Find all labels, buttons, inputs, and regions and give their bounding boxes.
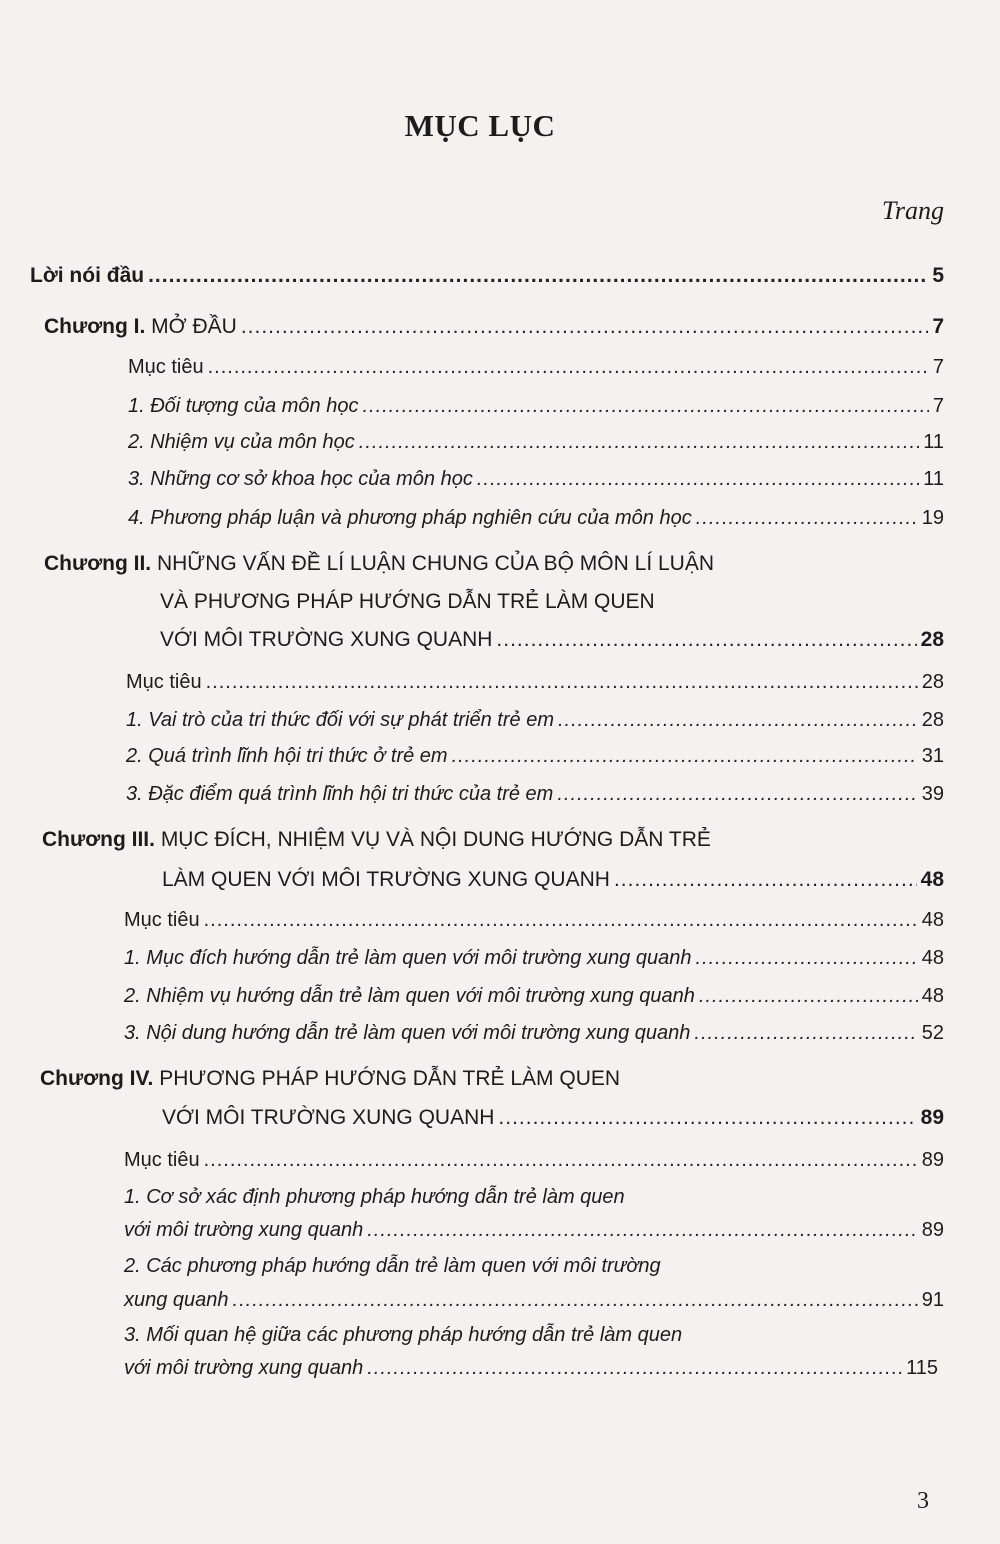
dot-leader	[367, 1354, 902, 1382]
dot-leader	[208, 353, 929, 381]
page-title: MỤC LỤC	[404, 108, 556, 143]
toc-entry-text: với môi trường xung quanh	[124, 1219, 364, 1241]
toc-entry-text: 2. Quá trình lĩnh hội tri thức ở trẻ em	[126, 745, 448, 767]
toc-entry[interactable]	[128, 392, 944, 420]
toc-entry-text: với môi trường xung quanh	[124, 1357, 364, 1379]
chapter-label: Chương IV.	[40, 1067, 154, 1090]
toc-entry-page: 11	[923, 431, 944, 453]
toc-entry-page: 7	[932, 356, 944, 378]
toc-entry[interactable]	[124, 1146, 944, 1174]
toc-entry-page: 48	[921, 947, 944, 969]
chapter-title-line: VỚI MÔI TRƯỜNG XUNG QUANH	[160, 628, 493, 651]
toc-entry[interactable]	[124, 944, 944, 972]
toc-entry-page: 28	[921, 671, 944, 693]
dot-leader	[233, 1286, 918, 1314]
chapter-label: Chương II.	[44, 552, 152, 575]
dot-leader	[148, 262, 928, 290]
toc-chapter-3[interactable]	[42, 826, 711, 854]
toc-entry-text: 1. Mục đích hướng dẫn trẻ làm quen với môi trường xung quanh	[124, 947, 692, 969]
toc-entry[interactable]	[126, 742, 944, 770]
toc-entry-page: 52	[921, 1022, 944, 1044]
toc-entry-text: Mục tiêu	[124, 909, 200, 931]
dot-leader	[695, 944, 917, 972]
toc-entry[interactable]	[128, 465, 944, 493]
toc-entry[interactable]	[124, 1216, 944, 1244]
dot-leader	[694, 1019, 917, 1047]
dot-leader	[699, 982, 918, 1010]
dot-leader	[614, 866, 917, 894]
toc-entry-page: 115	[906, 1357, 938, 1379]
toc-entry[interactable]	[126, 706, 944, 734]
toc-entry-page: 48	[921, 985, 944, 1007]
toc-entry-text: 4. Phương pháp luận và phương pháp nghiên cứu của môn học	[128, 507, 692, 529]
dot-leader	[206, 668, 918, 696]
toc-entry[interactable]	[128, 353, 944, 381]
dot-leader	[367, 1216, 918, 1244]
chapter-label: Chương III.	[42, 828, 155, 851]
toc-chapter-1[interactable]	[44, 313, 944, 341]
dot-leader	[241, 313, 929, 341]
toc-entry-preface[interactable]	[30, 262, 944, 290]
toc-entry-text: 3. Đặc điểm quá trình lĩnh hội tri thức của trẻ em	[126, 783, 554, 805]
toc-entry[interactable]	[124, 982, 944, 1010]
chapter-title-line: VỚI MÔI TRƯỜNG XUNG QUANH	[162, 1106, 495, 1129]
toc-entry-text-line: 3. Mối quan hệ giữa các phương pháp hướng dẫn trẻ làm quen	[124, 1324, 683, 1346]
page-column-label: Trang	[881, 196, 944, 225]
toc-entry-page: 28	[920, 628, 944, 651]
chapter-title: MỤC ĐÍCH, NHIỆM VỤ VÀ NỘI DUNG HƯỚNG DẪN TRẺ	[160, 828, 711, 851]
dot-leader	[558, 706, 918, 734]
dot-leader	[496, 626, 916, 654]
chapter-label: Chương I.	[44, 315, 146, 338]
dot-leader	[452, 742, 918, 770]
dot-leader	[362, 392, 928, 420]
toc-entry-text: Lời nói đầu	[30, 264, 145, 287]
toc-entry-text: 1. Vai trò của tri thức đối với sự phát triển trẻ em	[126, 709, 554, 731]
toc-entry-text: xung quanh	[124, 1289, 229, 1311]
toc-chapter-2[interactable]	[44, 550, 714, 578]
toc-entry-text-line: 2. Các phương pháp hướng dẫn trẻ làm quen với môi trường	[124, 1255, 661, 1277]
dot-leader	[696, 504, 918, 532]
toc-entry[interactable]	[126, 668, 944, 696]
chapter-title: PHƯƠNG PHÁP HƯỚNG DẪN TRẺ LÀM QUEN	[159, 1067, 621, 1090]
dot-leader	[204, 906, 918, 934]
chapter-title: NHỮNG VẤN ĐỀ LÍ LUẬN CHUNG CỦA BỘ MÔN LÍ LUẬN	[156, 552, 715, 575]
toc-entry-page: 5	[932, 264, 944, 287]
chapter-title: MỞ ĐẦU	[151, 315, 237, 338]
toc-entry-page: 28	[921, 709, 944, 731]
toc-entry-page: 11	[923, 468, 944, 490]
toc-entry[interactable]	[160, 626, 944, 654]
toc-entry-page: 31	[921, 745, 944, 767]
toc-entry-page: 91	[921, 1289, 944, 1311]
dot-leader	[498, 1104, 916, 1132]
toc-entry-text: Mục tiêu	[128, 356, 204, 378]
toc-entry-page: 19	[921, 507, 944, 529]
toc-entry[interactable]	[124, 1286, 944, 1314]
toc-entry[interactable]	[162, 866, 944, 894]
toc-entry-text-line: 1. Cơ sở xác định phương pháp hướng dẫn trẻ làm quen	[124, 1186, 625, 1208]
toc-entry-page: 7	[932, 315, 944, 338]
toc-entry-text: 2. Nhiệm vụ của môn học	[128, 431, 355, 453]
toc-entry[interactable]	[124, 1354, 938, 1382]
dot-leader	[477, 465, 919, 493]
toc-entry-page: 89	[920, 1106, 944, 1129]
toc-entry-page: 89	[921, 1149, 944, 1171]
dot-leader	[557, 780, 917, 808]
chapter-title-line: LÀM QUEN VỚI MÔI TRƯỜNG XUNG QUANH	[162, 868, 610, 891]
page-number: 3	[917, 1488, 929, 1514]
toc-entry[interactable]	[128, 504, 944, 532]
toc-entry[interactable]	[128, 428, 944, 456]
toc-entry[interactable]	[124, 1019, 944, 1047]
toc-entry[interactable]	[126, 780, 944, 808]
toc-entry-text: 1. Đối tượng của môn học	[128, 395, 359, 417]
dot-leader	[359, 428, 919, 456]
toc-entry-text: Mục tiêu	[126, 671, 202, 693]
toc-entry-page: 89	[921, 1219, 944, 1241]
toc-entry-page: 48	[921, 909, 944, 931]
toc-entry-text: 3. Những cơ sở khoa học của môn học	[128, 468, 473, 490]
dot-leader	[204, 1146, 918, 1174]
toc-entry[interactable]	[124, 906, 944, 934]
chapter-title-line: VÀ PHƯƠNG PHÁP HƯỚNG DẪN TRẺ LÀM QUEN	[160, 590, 655, 613]
toc-entry-text: Mục tiêu	[124, 1149, 200, 1171]
toc-chapter-4[interactable]	[40, 1065, 620, 1093]
toc-entry-page: 39	[921, 783, 944, 805]
toc-entry-page: 7	[932, 395, 944, 417]
toc-entry-text: 2. Nhiệm vụ hướng dẫn trẻ làm quen với môi trường xung quanh	[124, 985, 695, 1007]
toc-entry[interactable]	[162, 1104, 944, 1132]
toc-entry-text: 3. Nội dung hướng dẫn trẻ làm quen với môi trường xung quanh	[124, 1022, 691, 1044]
toc-entry-page: 48	[920, 868, 944, 891]
